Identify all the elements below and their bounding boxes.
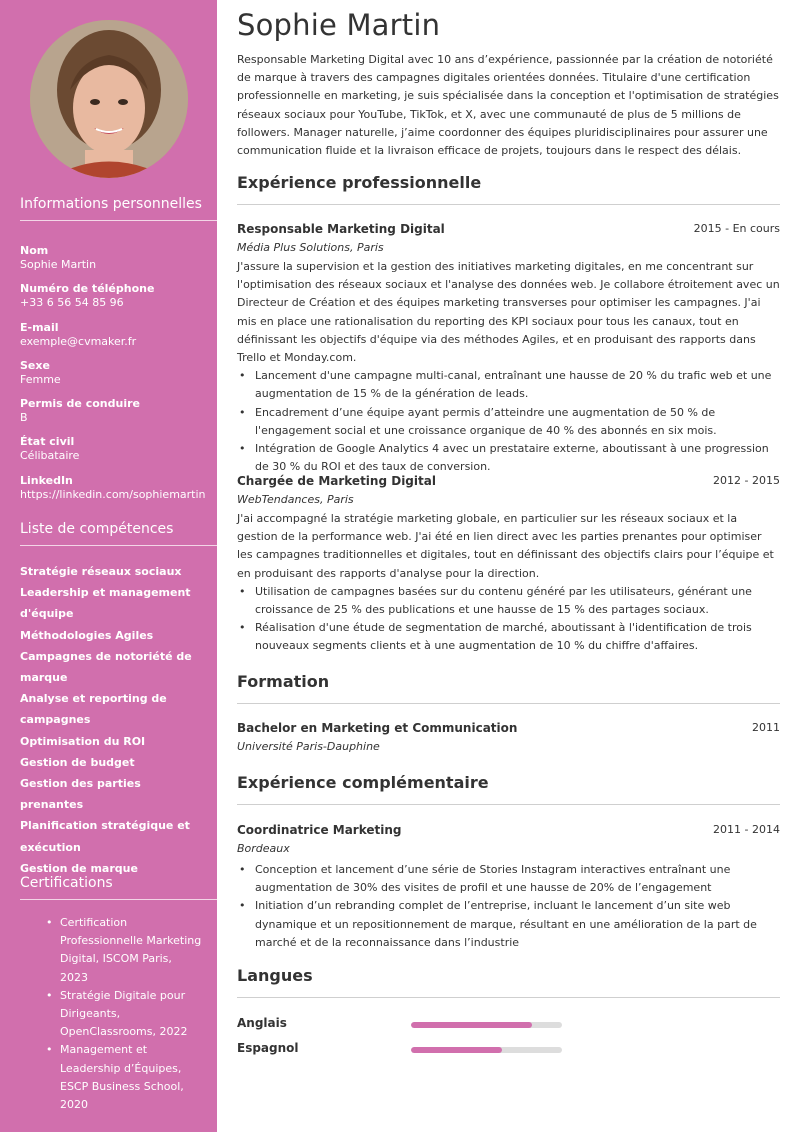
extra-experience-title: Expérience complémentaire <box>237 773 780 805</box>
skill-item: Analyse et reporting de campagnes <box>20 692 167 727</box>
language-level-fill <box>411 1047 502 1053</box>
info-value: Sophie Martin <box>20 258 97 271</box>
certifications-title: Certifications <box>20 875 217 900</box>
school-name: Université Paris-Dauphine <box>237 740 380 753</box>
extra-achievements <box>237 861 780 952</box>
info-email <box>20 321 210 349</box>
language-row <box>237 1016 780 1034</box>
language-name: Espagnol <box>237 1041 299 1055</box>
skills-title: Liste de compétences <box>20 521 217 546</box>
language-name: Anglais <box>237 1016 287 1030</box>
job-title: Chargée de Marketing Digital <box>237 474 436 488</box>
info-value: exemple@cvmaker.fr <box>20 335 137 348</box>
info-label: Nom <box>20 244 49 257</box>
extra-place: Bordeaux <box>237 842 290 855</box>
profile-summary: Responsable Marketing Digital avec 10 ans d’expérience, passionnée par la création de notoriété de marque à travers des campagnes digitales orientées données. Titulaire d'une certification professionnelle en marketing, je suis spécialisée dans la conception et l'optimisation de stratégies réseaux sociaux pour YouTube, TikTok, et X, avec une communauté de plus de 5 millions de followers. Manager naturelle, j’aime coordonner des équipes pluridisciplinaires pour assurer une communication fluide et la livraison efficace de projets, toujours dans le respect des délais. <box>237 53 779 158</box>
achievement-item: • Conception et lancement d’une série de Stories Instagram interactives entraînant une augmentation de 30% des visites de profil et une hausse de 20% de l’engagement <box>237 861 780 897</box>
language-level-fill <box>411 1022 532 1028</box>
skill-item: Gestion des parties prenantes <box>20 777 141 812</box>
certifications-list <box>42 914 202 1114</box>
info-label: Sexe <box>20 359 50 372</box>
info-gender <box>20 359 210 387</box>
info-value: Femme <box>20 373 61 386</box>
skill-item: Leadership et management d'équipe <box>20 586 191 621</box>
achievement-item: • Intégration de Google Analytics 4 avec un prestataire externe, aboutissant à une progression de 30 % du ROI et des taux de conversion. <box>237 440 780 476</box>
skill-item: Gestion de budget <box>20 755 135 769</box>
skill-item: Stratégie réseaux sociaux <box>20 565 182 578</box>
cert-item: • Management et Leadership d’Équipes, ESCP Business School, 2020 <box>42 1041 202 1114</box>
sidebar <box>0 0 217 1132</box>
education-entry <box>237 719 780 757</box>
info-value: Célibataire <box>20 449 80 462</box>
cert-item: • Certification Professionnelle Marketing Digital, ISCOM Paris, 2023 <box>42 914 202 987</box>
job-company: WebTendances, Paris <box>237 493 354 506</box>
job-entry <box>237 220 780 476</box>
skill-item: Gestion de marque <box>20 861 138 875</box>
info-label: Numéro de téléphone <box>20 282 155 295</box>
degree-title: Bachelor en Marketing et Communication <box>237 721 518 735</box>
personal-info-title: Informations personnelles <box>20 196 217 221</box>
achievement-item: • Réalisation d'une étude de segmentation de marché, aboutissant à l'identification de trois nouveaux segments clients et à une augmentation de 10 % du chiffre d'affaires. <box>237 619 780 655</box>
job-title: Responsable Marketing Digital <box>237 222 445 236</box>
info-linkedin <box>20 474 210 502</box>
job-achievements <box>237 583 780 656</box>
skill-item: Planification stratégique et exécution <box>20 819 190 854</box>
job-date: 2012 - 2015 <box>713 474 780 487</box>
achievement-item: • Encadrement d’une équipe ayant permis d’atteindre une augmentation de 50 % de l'engagement social et une croissance organique de 40 % des abonnés en six mois. <box>237 404 780 440</box>
extra-date: 2011 - 2014 <box>713 823 780 836</box>
info-label: État civil <box>20 435 75 448</box>
job-entry <box>237 472 780 656</box>
info-label: E-mail <box>20 321 59 334</box>
skill-item: Campagnes de notoriété de marque <box>20 649 192 685</box>
cert-item: • Stratégie Digitale pour Dirigeants, OpenClassrooms, 2022 <box>42 987 202 1042</box>
info-license <box>20 397 210 425</box>
extra-entry <box>237 821 780 952</box>
job-date: 2015 - En cours <box>693 222 780 235</box>
degree-year: 2011 <box>752 721 780 734</box>
experience-title: Expérience professionnelle <box>237 173 780 205</box>
skill-item: Optimisation du ROI <box>20 734 146 748</box>
language-level-bar <box>411 1047 562 1053</box>
job-description: J'assure la supervision et la gestion des initiatives marketing digitales, en me concentrant sur l'optimisation des réseaux sociaux et l'analyse des données web. Je collabore étroitement avec un Directeur de Création et des équipes marketing transverses pour optimiser les campagnes. J'ai mis en place une rationalisation du reporting des KPI sociaux pour tous les canaux, tout en définissant les objectifs d'équipe via des méthodes Agiles, et en produisant des rapports dans Trello et Monday.com. <box>237 260 780 365</box>
candidate-name: Sophie Martin <box>237 8 441 42</box>
achievement-item: • Utilisation de campagnes basées sur du contenu généré par les utilisateurs, générant une croissance de 25 % des publications et une hausse de 15 % des partages sociaux. <box>237 583 780 619</box>
info-label: Permis de conduire <box>20 397 140 410</box>
skill-item: Méthodologies Agiles <box>20 628 154 642</box>
achievement-item: • Lancement d'une campagne multi-canal, entraînant une hausse de 20 % du trafic web et une augmentation de 15 % de la génération de leads. <box>237 367 780 403</box>
info-value: B <box>20 411 28 424</box>
info-value: +33 6 56 54 85 96 <box>20 296 124 309</box>
languages-title: Langues <box>237 966 780 998</box>
skills-list <box>20 561 200 879</box>
info-name <box>20 244 210 272</box>
extra-role: Coordinatrice Marketing <box>237 823 402 837</box>
job-achievements <box>237 367 780 476</box>
linkedin-link[interactable]: https://linkedin.com/sophiemartin <box>20 488 206 501</box>
info-phone <box>20 282 210 310</box>
job-description: J'ai accompagné la stratégie marketing globale, en particulier sur les réseaux sociaux et la gestion de la performance web. J'ai été en lien direct avec les parties prenantes pour optimiser les campagnes traditionnelles et digitales, tout en définissant des objectifs clairs pour l’équipe et en produisant des rapports d'analyse pour la direction. <box>237 512 774 580</box>
job-company: Média Plus Solutions, Paris <box>237 241 384 254</box>
achievement-item: • Initiation d’un rebranding complet de l’entreprise, incluant le lancement d’un site web dynamique et un repositionnement de marque, résultant en une amélioration de la part de marché et de la reconnaissance dans l’industrie <box>237 897 780 952</box>
info-label: LinkedIn <box>20 474 73 487</box>
language-row <box>237 1041 780 1059</box>
profile-photo <box>30 20 188 178</box>
info-civil-status <box>20 435 210 463</box>
language-level-bar <box>411 1022 562 1028</box>
education-title: Formation <box>237 672 780 704</box>
